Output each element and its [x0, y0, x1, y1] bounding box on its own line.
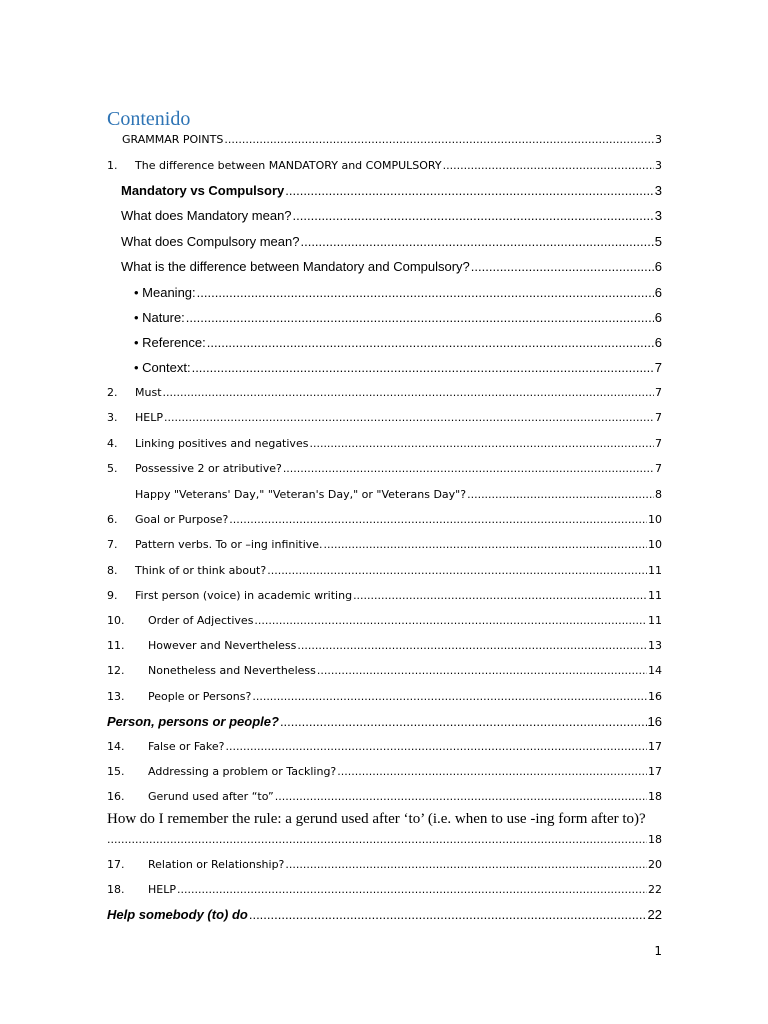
- toc-entry-text: Pattern verbs. To or –ing infinitive.: [135, 538, 323, 551]
- toc-entry[interactable]: [121, 183, 662, 198]
- toc-entry-number: 14.: [107, 740, 125, 753]
- toc-entry-text: • Nature:: [134, 310, 185, 325]
- toc-entry-number: 17.: [107, 858, 125, 871]
- toc-entry[interactable]: [107, 740, 662, 753]
- toc-entry[interactable]: [107, 386, 662, 399]
- toc-entry-number: 7.: [107, 538, 118, 551]
- toc-entry[interactable]: [134, 360, 662, 375]
- toc-leader: [283, 462, 654, 475]
- toc-leader: [471, 259, 654, 274]
- toc-entry-page: 13: [648, 639, 662, 652]
- toc-entry[interactable]: [134, 310, 662, 325]
- toc-entry[interactable]: [122, 133, 662, 146]
- toc-entry-page: 7: [654, 360, 662, 375]
- toc-entry-text: Mandatory vs Compulsory: [121, 183, 285, 198]
- toc-entry[interactable]: [107, 858, 662, 871]
- toc-leader: [226, 740, 647, 753]
- toc-leader: [252, 690, 647, 703]
- toc-entry-page: 10: [648, 513, 662, 526]
- page-number: 1: [654, 944, 662, 958]
- toc-leader: [309, 437, 654, 450]
- toc-entry-number: 13.: [107, 690, 125, 703]
- toc-leader: [443, 159, 654, 172]
- toc-leader: [317, 664, 647, 677]
- toc-entry[interactable]: [107, 883, 662, 896]
- toc-entry-page: 16: [647, 714, 662, 729]
- toc-entry-page: 22: [647, 907, 662, 922]
- toc-leader: [285, 183, 654, 198]
- toc-entry-page: 11: [648, 589, 662, 602]
- toc-entry-text: False or Fake?: [148, 740, 225, 753]
- toc-leader: [467, 488, 654, 501]
- toc-entry-page: 3: [655, 133, 662, 146]
- toc-entry[interactable]: [107, 690, 662, 703]
- toc-entry-text: First person (voice) in academic writing: [135, 589, 353, 602]
- toc-entry[interactable]: [107, 411, 662, 424]
- toc-entry-text: Happy "Veterans' Day," "Veteran's Day," or "Veterans Day"?: [135, 488, 467, 501]
- toc-entry[interactable]: [107, 462, 662, 475]
- toc-entry-text: What does Mandatory mean?: [121, 208, 292, 223]
- toc-leader: [280, 714, 647, 729]
- toc-leader: [107, 833, 647, 846]
- toc-leader: [207, 335, 654, 350]
- toc-entry-number: 11.: [107, 639, 125, 652]
- toc-entry[interactable]: [107, 907, 662, 922]
- toc-leader: [229, 513, 647, 526]
- toc-entry-page: 11: [648, 614, 662, 627]
- toc-entry-number: 18.: [107, 883, 125, 896]
- toc-entry[interactable]: [107, 639, 662, 652]
- toc-entry[interactable]: [107, 664, 662, 677]
- toc-entry-page: 7: [655, 462, 662, 475]
- toc-entry-text: Help somebody (to) do: [107, 907, 248, 922]
- toc-entry-number: 9.: [107, 589, 118, 602]
- toc-leader: [197, 285, 654, 300]
- toc-leader: [249, 907, 647, 922]
- toc-entry-page: 7: [655, 437, 662, 450]
- toc-entry-page: 6: [654, 335, 662, 350]
- toc-entry-text: People or Persons?: [148, 690, 252, 703]
- toc-leader: [324, 538, 647, 551]
- toc-entry[interactable]: [107, 790, 662, 803]
- toc-entry-text: The difference between MANDATORY and COMPULSORY: [135, 159, 442, 172]
- toc-entry-text: Must: [135, 386, 162, 399]
- toc-entry[interactable]: [107, 833, 662, 846]
- toc-leader: [293, 208, 654, 223]
- toc-entry-text: What does Compulsory mean?: [121, 234, 300, 249]
- toc-entry[interactable]: [121, 259, 662, 274]
- toc-entry-page: 10: [648, 538, 662, 551]
- toc-leader: [177, 883, 647, 896]
- toc-entry-text: Nonetheless and Nevertheless: [148, 664, 316, 677]
- toc-entry-text: Addressing a problem or Tackling?: [148, 765, 337, 778]
- toc-entry[interactable]: [134, 285, 662, 300]
- toc-title: Contenido: [107, 108, 191, 130]
- toc-leader: [275, 790, 647, 803]
- toc-entry-number: 5.: [107, 462, 118, 475]
- toc-entry[interactable]: [107, 513, 662, 526]
- toc-entry-page: 17: [648, 765, 662, 778]
- toc-entry-page: 16: [648, 690, 662, 703]
- toc-entry[interactable]: [107, 159, 662, 172]
- toc-entry-text: Possessive 2 or atributive?: [135, 462, 282, 475]
- toc-entry-text: Person, persons or people?: [107, 714, 279, 729]
- toc-entry-number: 4.: [107, 437, 118, 450]
- toc-leader: [163, 386, 654, 399]
- toc-entry-number: 12.: [107, 664, 125, 677]
- toc-leader: [192, 360, 654, 375]
- toc-entry-page: 20: [648, 858, 662, 871]
- toc-entry-text: HELP: [148, 883, 176, 896]
- toc-leader: [186, 310, 654, 325]
- toc-entry-page: 3: [655, 159, 662, 172]
- toc-entry-text: However and Nevertheless: [148, 639, 297, 652]
- toc-entry-number: 15.: [107, 765, 125, 778]
- toc-entry-page: 11: [648, 564, 662, 577]
- toc-leader: [164, 411, 654, 424]
- toc-entry-page: 17: [648, 740, 662, 753]
- toc-entry[interactable]: [107, 538, 662, 551]
- toc-entry-number: 8.: [107, 564, 118, 577]
- toc-entry[interactable]: [121, 208, 662, 223]
- toc-entry-text: • Reference:: [134, 335, 206, 350]
- toc-entry-number: 1.: [107, 159, 118, 172]
- toc-entry-number: 2.: [107, 386, 118, 399]
- toc-entry[interactable]: [107, 614, 662, 627]
- toc-entry-text[interactable]: How do I remember the rule: a gerund used after ‘to’ (i.e. when to use -ing form after to)?: [107, 811, 646, 827]
- toc-leader: [224, 133, 654, 146]
- toc-leader: [337, 765, 647, 778]
- toc-entry-page: 18: [648, 833, 662, 846]
- toc-entry[interactable]: [121, 234, 662, 249]
- toc-entry-number: 3.: [107, 411, 118, 424]
- toc-entry-page: 7: [655, 386, 662, 399]
- toc-leader: [300, 234, 653, 249]
- toc-entry-text: Goal or Purpose?: [135, 513, 229, 526]
- toc-entry-text: • Meaning:: [134, 285, 196, 300]
- toc-entry-number: 16.: [107, 790, 125, 803]
- toc-leader: [297, 639, 647, 652]
- toc-entry[interactable]: [134, 335, 662, 350]
- toc-entry[interactable]: [107, 765, 662, 778]
- toc-entry-page: 7: [655, 411, 662, 424]
- toc-entry[interactable]: [107, 714, 662, 729]
- toc-entry-page: 6: [654, 310, 662, 325]
- toc-entry-page: 6: [654, 259, 662, 274]
- toc-entry-number: 10.: [107, 614, 125, 627]
- toc-entry-text: HELP: [135, 411, 163, 424]
- toc-entry-number: 6.: [107, 513, 118, 526]
- toc-entry-page: 18: [648, 790, 662, 803]
- toc-entry-page: 5: [654, 234, 662, 249]
- toc-entry-page: 6: [654, 285, 662, 300]
- toc-entry-text: Think of or think about?: [135, 564, 267, 577]
- toc-leader: [267, 564, 647, 577]
- toc-leader: [353, 589, 647, 602]
- toc-entry-text: Relation or Relationship?: [148, 858, 285, 871]
- toc-entry[interactable]: [107, 437, 662, 450]
- toc-entry-text: What is the difference between Mandatory and Compulsory?: [121, 259, 470, 274]
- toc-entry-text: Gerund used after “to”: [148, 790, 274, 803]
- toc-entry-text: Linking positives and negatives: [135, 437, 309, 450]
- toc-leader: [285, 858, 647, 871]
- toc-entry-text: Order of Adjectives: [148, 614, 254, 627]
- toc-entry-page: 8: [655, 488, 662, 501]
- toc-entry[interactable]: [107, 564, 662, 577]
- toc-entry-text: GRAMMAR POINTS: [122, 133, 224, 146]
- toc-entry-text: • Context:: [134, 360, 191, 375]
- toc-entry[interactable]: [107, 589, 662, 602]
- toc-entry[interactable]: [135, 488, 662, 501]
- toc-leader: [254, 614, 647, 627]
- toc-entry-page: 3: [654, 183, 662, 198]
- toc-entry-page: 3: [654, 208, 662, 223]
- toc-entry-page: 14: [648, 664, 662, 677]
- toc-entry-page: 22: [648, 883, 662, 896]
